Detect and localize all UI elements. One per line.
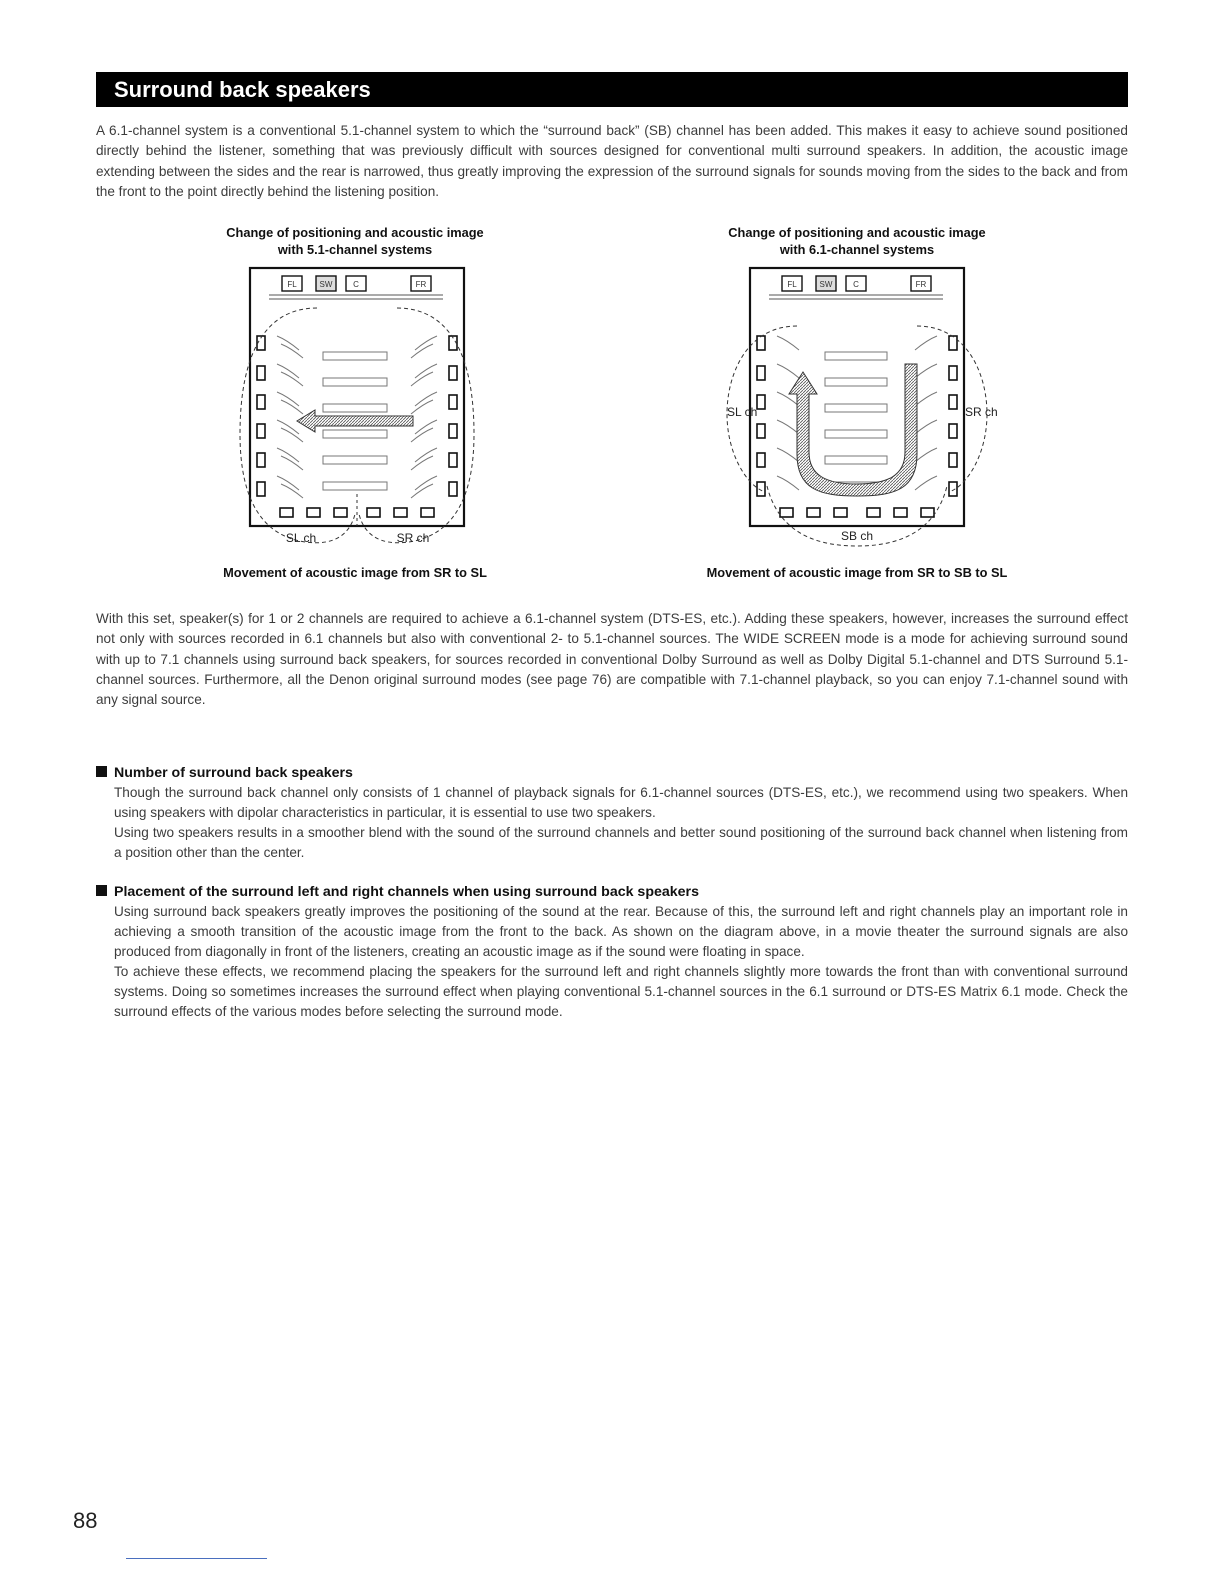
- sr-ch-label: SR ch: [965, 405, 998, 419]
- figure-5-1-channel: [145, 224, 565, 580]
- front-speaker-sw: [816, 276, 836, 291]
- figure-6-1-channel: [647, 224, 1067, 580]
- front-speaker-c: [346, 276, 366, 291]
- section-paragraph: Though the surround back channel only consists of 1 channel of playback signals for 6.1-channel sources (DTS-ES, etc.), we recommend using two speakers. When using speakers with dipolar characteristics in particular, it is essential to use two speakers.: [114, 785, 1128, 820]
- svg-text:FL: FL: [787, 280, 797, 289]
- section-heading: Placement of the surround left and right channels when using surround back speakers: [96, 882, 1128, 902]
- svg-text:SW: SW: [819, 280, 833, 289]
- section-paragraph: Using surround back speakers greatly improves the positioning of the sound at the rear. Because of this, the surround left and right channels play an important role in achieving a smooth transition of the acoustic image from the front to the back. As shown on the diagram above, in a movie theater the surround signals are also produced from diagonally in front of the listeners, creating an acoustic image as if the sound were floating in space.: [114, 904, 1128, 959]
- section-number-of-speakers: [96, 763, 1128, 863]
- room-outline: [250, 268, 464, 526]
- svg-text:FR: FR: [915, 280, 927, 289]
- section-paragraph: Using two speakers results in a smoother blend with the sound of the surround channels and better sound positioning of the surround back channel when listening from a position other than the center.: [114, 825, 1128, 860]
- sr-ch-label: SR ch: [396, 531, 430, 545]
- front-speaker-sw: [316, 276, 336, 291]
- figure-caption: Movement of acoustic image from SR to SL: [223, 565, 487, 580]
- bullet-square-icon: [96, 766, 107, 777]
- svg-text:C: C: [353, 280, 359, 289]
- bullet-square-icon: [96, 885, 107, 896]
- front-speaker-fr: [411, 276, 431, 291]
- sl-ch-label: SL ch: [285, 531, 317, 545]
- front-speaker-c: [846, 276, 866, 291]
- figure-caption: Movement of acoustic image from SR to SB to SL: [706, 565, 1008, 580]
- svg-text:C: C: [853, 280, 859, 289]
- section-banner: [96, 72, 1128, 107]
- section-paragraph: To achieve these effects, we recommend placing the speakers for the surround left and right channels slightly more towards the front than with conventional surround systems. Doing so sometimes increases the surround effect when playing conventional 5.1-channel sources in the 6.1 surround or DTS-ES Matrix 6.1 mode. Check the surround effects of the various modes before selecting the surround mode.: [114, 964, 1128, 1019]
- section-heading: Number of surround back speakers: [96, 763, 1128, 783]
- section-placement: [96, 882, 1128, 1022]
- page-title: Surround back speakers: [114, 77, 371, 102]
- intro-paragraph: A 6.1-channel system is a conventional 5.1-channel system to which the “surround back” (SB) channel has been added. This makes it easy to achieve sound positioned directly behind the listener, something that was previously difficult with sources designed for conventional multi surround speakers. In addition, the acoustic image extending between the sides and the rear is narrowed, thus greatly improving the expression of the surround signals for sounds moving from the sides to the back and from the front to the point directly behind the listening position.: [96, 123, 1128, 199]
- side-speakers-right: [949, 336, 957, 496]
- page-number: 88: [73, 1508, 98, 1533]
- figure-title-line2: with 6.1-channel systems: [779, 242, 935, 257]
- side-speakers-right: [449, 336, 457, 496]
- figure-title-line1: Change of positioning and acoustic image: [226, 225, 484, 240]
- svg-text:FR: FR: [415, 280, 427, 289]
- footer-rule: [126, 1558, 267, 1559]
- figure-title-line1: Change of positioning and acoustic image: [728, 225, 986, 240]
- front-speaker-fl: [782, 276, 802, 291]
- front-speaker-fl: [282, 276, 302, 291]
- sl-ch-label: SL ch: [727, 405, 758, 419]
- theater-diagram-5-1: [145, 264, 565, 554]
- rear-speakers: [780, 508, 934, 517]
- sb-ch-label: SB ch: [840, 529, 874, 543]
- side-speakers-left: [257, 336, 265, 496]
- theater-diagram-6-1: [647, 264, 1067, 554]
- front-speaker-fr: [911, 276, 931, 291]
- side-speakers-left: [757, 336, 765, 496]
- svg-text:SW: SW: [319, 280, 333, 289]
- body-paragraph: With this set, speaker(s) for 1 or 2 channels are required to achieve a 6.1-channel system (DTS-ES, etc.). Adding these speakers, however, increases the surround effect not only with sources recorded in 6.1 channels but also with conventional 2- to 5.1-channel sources. The WIDE SCREEN mode is a mode for achieving surround sound with up to 7.1 channels using surround back speakers, for sources recorded in conventional Dolby Surround as well as Dolby Digital 5.1-channel and DTS Surround 5.1-channel sources. Furthermore, all the Denon original surround modes (see page 76) are compatible with 7.1-channel playback, so you can enjoy 7.1-channel sound with any signal source.: [96, 611, 1128, 708]
- svg-text:FL: FL: [287, 280, 297, 289]
- acoustic-image-arrow: [297, 410, 413, 432]
- figure-title-line2: with 5.1-channel systems: [277, 242, 433, 257]
